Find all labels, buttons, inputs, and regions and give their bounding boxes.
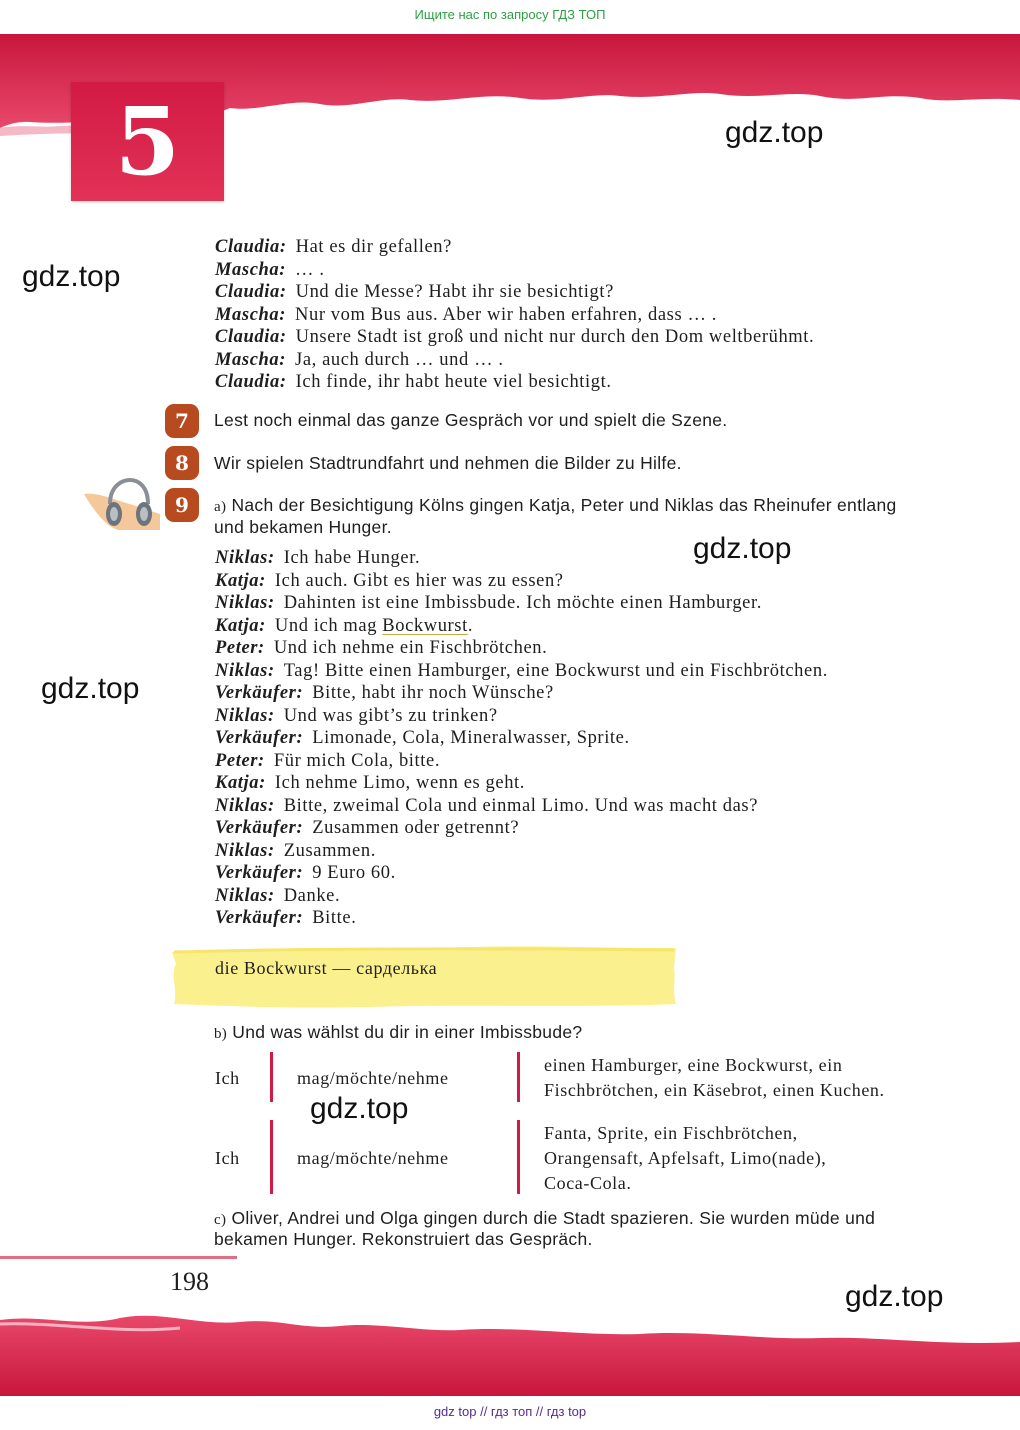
dialog-line — [215, 706, 498, 727]
speaker: Verkäufer: — [215, 683, 304, 703]
dialog-line — [215, 796, 758, 817]
line-text: … . — [295, 260, 325, 280]
top-search-note: Ищите нас по запросу ГДЗ ТОП — [414, 7, 606, 22]
table-objects: Orangensaft, Apfelsaft, Limo(nade), — [544, 1148, 827, 1168]
table-objects: einen Hamburger, eine Bockwurst, ein — [544, 1055, 843, 1075]
line-text: Und die Messe? Habt ihr sie besichtigt? — [295, 282, 614, 302]
table-divider — [270, 1052, 273, 1102]
speaker: Niklas: — [215, 886, 275, 906]
headphones-icon[interactable] — [84, 474, 160, 532]
subtask-label: a) — [214, 499, 227, 515]
task-7-text: Lest noch einmal das ganze Gespräch vor und spielt die Szene. — [214, 410, 728, 430]
speaker: Verkäufer: — [215, 818, 304, 838]
table-divider — [517, 1052, 520, 1102]
task-9c-line: bekamen Hunger. Rekonstruiert das Gespräch. — [214, 1229, 593, 1249]
dialog-line — [215, 237, 452, 258]
dialog-line — [215, 683, 554, 704]
dialog-line — [215, 593, 762, 614]
line-text: Zusammen oder getrennt? — [312, 818, 520, 838]
table-verbs: mag/möchte/nehme — [297, 1148, 449, 1168]
speaker: Niklas: — [215, 593, 275, 613]
table-subject: Ich — [215, 1068, 240, 1088]
table-divider — [270, 1120, 273, 1194]
task-9a-text: Nach der Besichtigung Kölns gingen Katja, Peter und Niklas das Rheinufer entlang — [231, 495, 897, 515]
dialog-line — [215, 282, 614, 303]
speaker: Mascha: — [215, 260, 287, 280]
task-9c-text: Oliver, Andrei und Olga gingen durch die Stadt spazieren. Sie wurden müde und — [231, 1208, 876, 1228]
speaker: Claudia: — [215, 372, 287, 392]
line-text: Bitte, zweimal Cola und einmal Limo. Und was macht das? — [283, 796, 759, 816]
dialog-line — [215, 728, 630, 749]
table-objects: Fanta, Sprite, ein Fischbrötchen, — [544, 1123, 798, 1143]
line-text: Unsere Stadt ist groß und nicht nur durch den Dom weltberühmt. — [295, 327, 815, 347]
line-text: Tag! Bitte einen Hamburger, eine Bockwurst und ein Fischbrötchen. — [283, 661, 828, 681]
line-text: Limonade, Cola, Mineralwasser, Sprite. — [312, 728, 630, 748]
task-9c-line — [214, 1208, 875, 1229]
vocab-word-link[interactable]: Bockwurst — [382, 616, 468, 636]
vocab-entry: die Bockwurst — сарделька — [215, 958, 438, 978]
line-text: Hat es dir gefallen? — [295, 237, 452, 257]
dialog-line — [215, 661, 828, 682]
line-text: Ich finde, ihr habt heute viel besichtigt. — [295, 372, 612, 392]
watermark: gdz.top — [845, 1280, 944, 1313]
speaker: Claudia: — [215, 237, 287, 257]
table-objects: Fischbrötchen, ein Käsebrot, einen Kuchen. — [544, 1080, 885, 1100]
speaker: Katja: — [215, 571, 266, 591]
page-number: 198 — [170, 1267, 209, 1296]
dialog-line — [215, 638, 547, 659]
table-verbs: mag/möchte/nehme — [297, 1068, 449, 1088]
speaker: Verkäufer: — [215, 863, 304, 883]
speaker: Mascha: — [215, 350, 287, 370]
line-text: Ich habe Hunger. — [283, 548, 421, 568]
line-text: Ich auch. Gibt es hier was zu essen? — [274, 571, 564, 591]
dialog-line — [215, 616, 473, 637]
bottom-links[interactable]: gdz top // гдз топ // гдз top — [433, 1404, 587, 1419]
speaker: Peter: — [215, 638, 265, 658]
speaker: Katja: — [215, 773, 266, 793]
table-objects: Coca-Cola. — [544, 1173, 632, 1193]
task-number-badge: 8 — [165, 446, 199, 480]
line-text: 9 Euro 60. — [312, 863, 396, 883]
speaker: Verkäufer: — [215, 908, 304, 928]
line-text: Dahinten ist eine Imbissbude. Ich möchte einen Hamburger. — [283, 593, 762, 613]
dialog-line — [215, 548, 420, 569]
watermark: gdz.top — [41, 672, 140, 705]
line-text: Zusammen. — [283, 841, 376, 861]
line-text: Bitte. — [312, 908, 357, 928]
watermark: gdz.top — [693, 532, 792, 565]
task-9a-line — [214, 495, 897, 516]
line-text: Danke. — [283, 886, 341, 906]
line-text: Ja, auch durch … und … . — [295, 350, 504, 370]
speaker: Niklas: — [215, 796, 275, 816]
line-text: Bitte, habt ihr noch Wünsche? — [312, 683, 554, 703]
watermark: gdz.top — [310, 1092, 409, 1125]
dialog-line — [215, 751, 440, 772]
speaker: Niklas: — [215, 841, 275, 861]
speaker: Peter: — [215, 751, 265, 771]
dialog-line — [215, 372, 612, 393]
page-number-rule — [0, 1256, 237, 1259]
task-number-badge: 9 — [165, 488, 199, 522]
dialog-line — [215, 350, 504, 371]
dialog-line — [215, 818, 519, 839]
line-text: . — [467, 616, 474, 636]
task-9b-line — [214, 1022, 582, 1043]
dialog-line — [215, 260, 325, 281]
bottom-banner-decoration — [0, 1300, 1020, 1400]
speaker: Katja: — [215, 616, 266, 636]
dialog-line — [215, 841, 376, 862]
subtask-label: b) — [214, 1026, 228, 1042]
task-9b-text: Und was wählst du dir in einer Imbissbude? — [232, 1022, 583, 1042]
subtask-label: c) — [214, 1212, 227, 1228]
line-text: Ich nehme Limo, wenn es geht. — [274, 773, 526, 793]
dialog-line — [215, 908, 356, 929]
line-text: Für mich Cola, bitte. — [273, 751, 441, 771]
watermark: gdz.top — [22, 260, 121, 293]
dialog-line — [215, 571, 564, 592]
table-subject: Ich — [215, 1148, 240, 1168]
watermark: gdz.top — [725, 116, 824, 149]
speaker: Niklas: — [215, 706, 275, 726]
line-text: Und ich nehme ein Fischbrötchen. — [273, 638, 548, 658]
line-text: Und was gibt’s zu trinken? — [283, 706, 498, 726]
speaker: Claudia: — [215, 282, 287, 302]
chapter-number-badge: 5 — [71, 82, 224, 201]
dialog-line — [215, 886, 340, 907]
dialog-line — [215, 305, 717, 326]
speaker: Niklas: — [215, 661, 275, 681]
dialog-line — [215, 863, 396, 884]
line-text: Und ich mag — [274, 616, 383, 636]
speaker: Claudia: — [215, 327, 287, 347]
table-divider — [517, 1120, 520, 1194]
speaker: Verkäufer: — [215, 728, 304, 748]
task-number-badge: 7 — [165, 404, 199, 438]
task-8-text: Wir spielen Stadtrundfahrt und nehmen die Bilder zu Hilfe. — [214, 453, 682, 473]
line-text: Nur vom Bus aus. Aber wir haben erfahren, dass … . — [295, 305, 718, 325]
speaker: Mascha: — [215, 305, 287, 325]
dialog-line — [215, 327, 814, 348]
dialog-line — [215, 773, 525, 794]
speaker: Niklas: — [215, 548, 275, 568]
task-9a-line: und bekamen Hunger. — [214, 517, 392, 537]
